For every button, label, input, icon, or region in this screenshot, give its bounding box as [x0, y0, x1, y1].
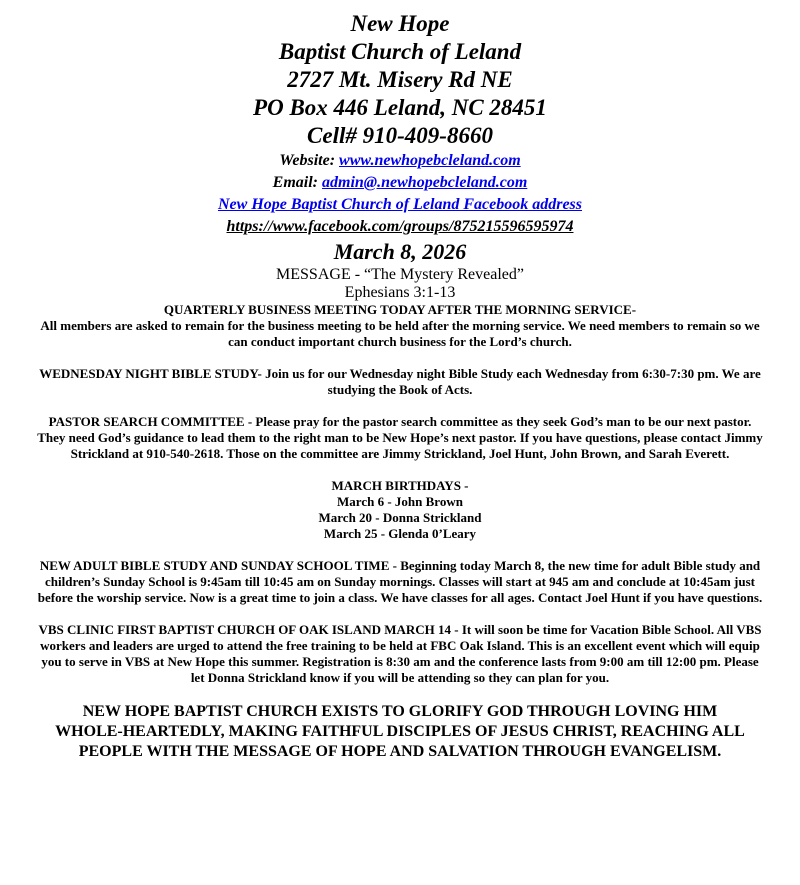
- facebook-link[interactable]: New Hope Baptist Church of Leland Facebook address: [217, 196, 582, 213]
- email-label: Email:: [272, 174, 323, 191]
- announcements: [35, 302, 765, 686]
- email-link[interactable]: admin@.newhopebcleland.com: [322, 174, 528, 191]
- birthday-item: March 25 - Glenda 0’Leary: [323, 526, 477, 541]
- cell-phone: Cell# 910-409-8660: [307, 123, 493, 148]
- business-meeting-title: QUARTERLY BUSINESS MEETING TODAY AFTER THE MORNING SERVICE-: [163, 302, 637, 317]
- pastor-search-committee: PASTOR SEARCH COMMITTEE - Please pray for the pastor search committee as they seek God’s man to be our next pastor. They need God’s guidance to lead them to the right man to be New Hope’s next pastor. If you have questions, please contact Jimmy Strickland at 910-540-2618. Those on the committee are Jimmy Strickland, Joel Hunt, John Brown, and Sarah Everett.: [37, 414, 763, 461]
- po-box-address: PO Box 446 Leland, NC 28451: [253, 95, 547, 120]
- website-label: Website:: [279, 152, 340, 169]
- birthday-item: March 6 - John Brown: [337, 494, 463, 509]
- website-line: [0, 150, 800, 172]
- facebook-line: [0, 194, 800, 216]
- website-link[interactable]: www.newhopebcleland.com: [339, 152, 521, 169]
- bulletin-date: March 8, 2026: [333, 239, 467, 264]
- facebook-url: https://www.facebook.com/groups/875215596595974: [226, 218, 574, 235]
- birthday-item: March 20 - Donna Strickland: [318, 510, 482, 525]
- birthdays-title: MARCH BIRTHDAYS -: [331, 478, 469, 493]
- message-title: MESSAGE - “The Mystery Revealed”: [276, 266, 524, 283]
- wednesday-bible-study: WEDNESDAY NIGHT BIBLE STUDY- Join us for our Wednesday night Bible Study each Wednesday from 6:30-7:30 pm. We are studying the Book of Acts.: [39, 366, 761, 397]
- mission-statement: NEW HOPE BAPTIST CHURCH EXISTS TO GLORIFY GOD THROUGH LOVING HIM WHOLE-HEARTEDLY, MAKING FAITHFUL DISCIPLES OF JESUS CHRIST, REACHING ALL PEOPLE WITH THE MESSAGE OF HOPE AND SALVATION THROUGH EVANGELISM.: [55, 703, 745, 760]
- message-scripture: Ephesians 3:1-13: [344, 284, 456, 301]
- vbs-clinic: VBS CLINIC FIRST BAPTIST CHURCH OF OAK ISLAND MARCH 14 - It will soon be time for Vacation Bible School. All VBS workers and leaders are urged to attend the free training to be held at FBC Oak Island. This is an excellent event which will equip you to serve in VBS at New Hope this summer. Registration is 8:30 am and the conference lasts from 9:00 am till 12:00 pm. Please let Donna Strickland know if you will be attending so they can plan for you.: [38, 622, 762, 685]
- church-name-line1: New Hope: [350, 11, 450, 36]
- business-meeting-body: All members are asked to remain for the business meeting to be held after the morning service. We need members to remain so we can conduct important church business for the Lord’s church.: [40, 318, 760, 349]
- adult-bible-study: NEW ADULT BIBLE STUDY AND SUNDAY SCHOOL TIME - Beginning today March 8, the new time for adult Bible study and children’s Sunday School is 9:45am till 10:45 am on Sunday mornings. Classes will start at 945 am and conclude at 10:45am just before the worship service. Now is a great time to join a class. We have classes for all ages. Contact Joel Hunt if you have questions.: [37, 558, 763, 605]
- church-name-line2: Baptist Church of Leland: [278, 39, 522, 64]
- email-line: [0, 172, 800, 194]
- street-address: 2727 Mt. Misery Rd NE: [287, 67, 513, 92]
